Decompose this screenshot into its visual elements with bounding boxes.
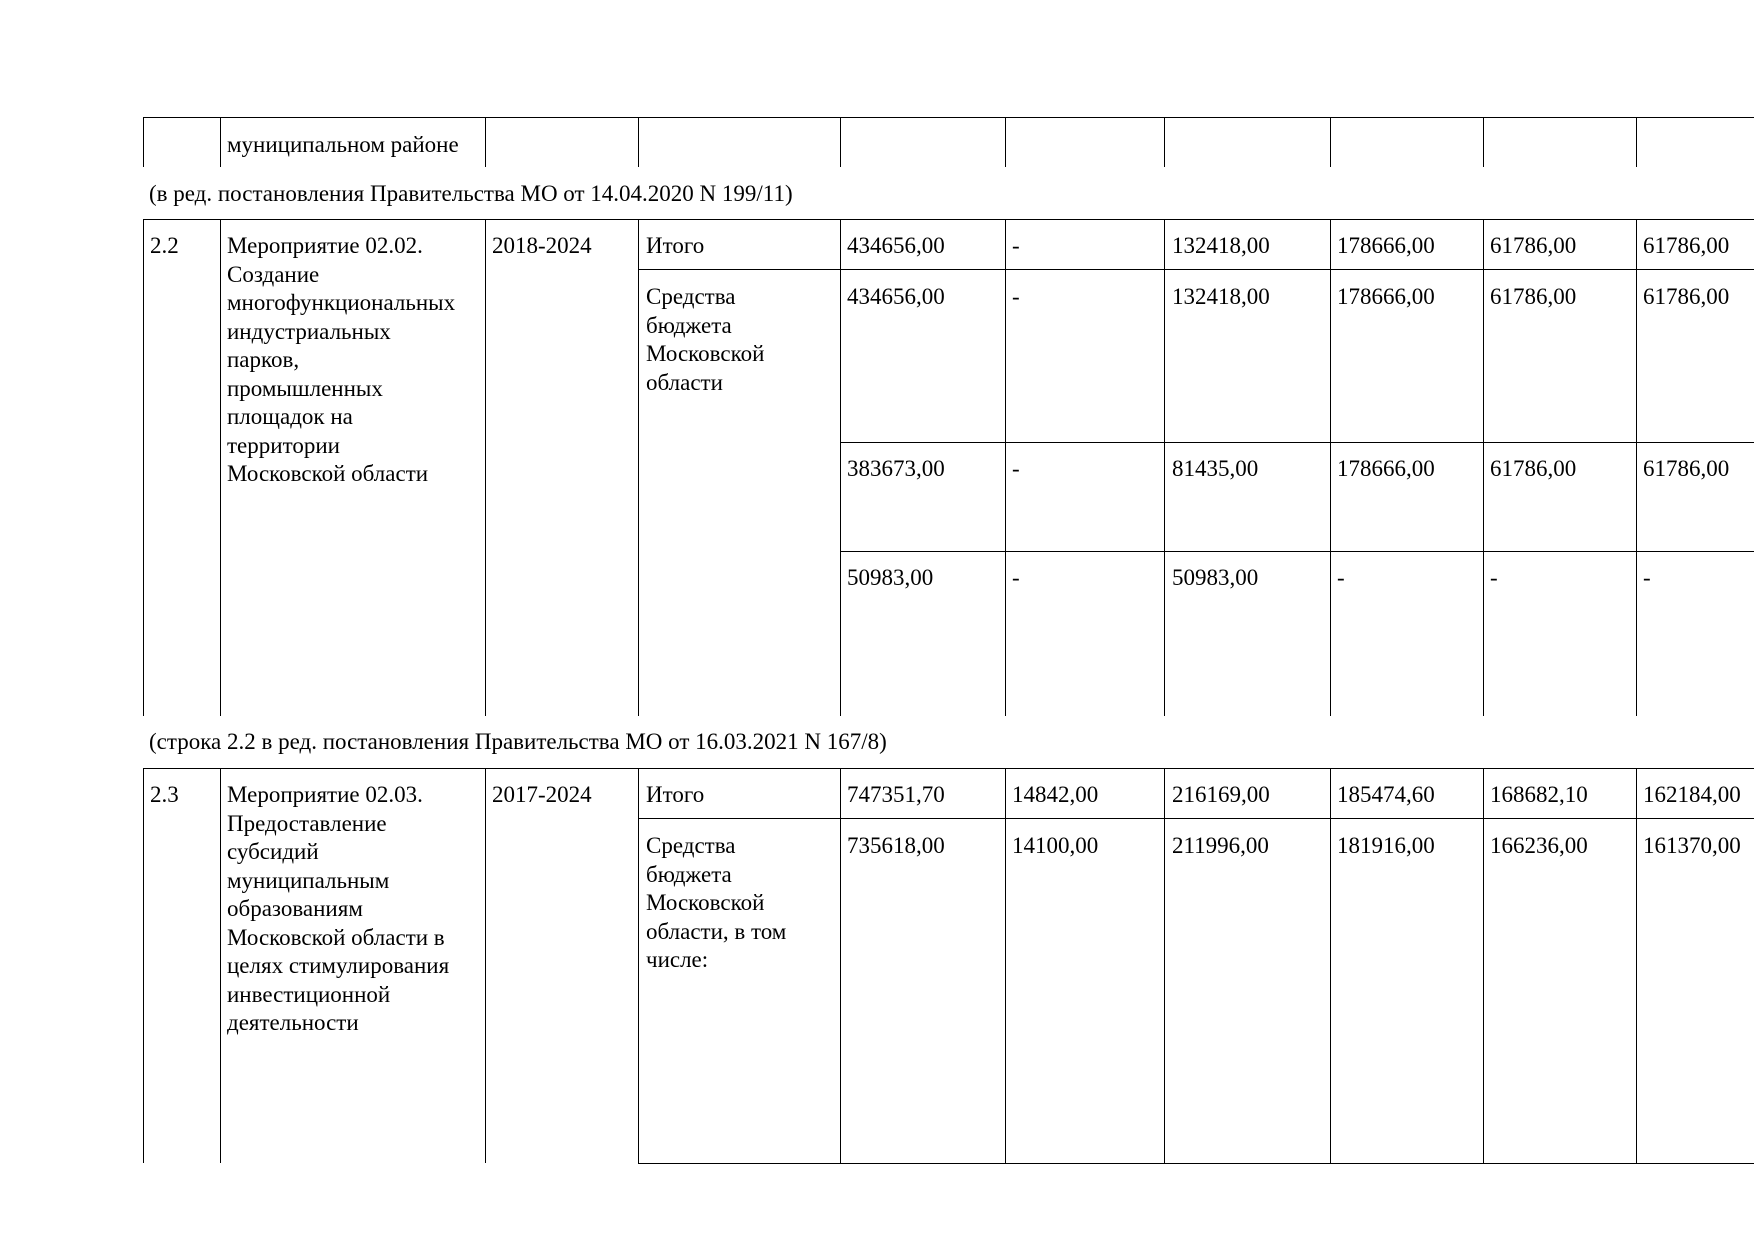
row-title-line: Московской области xyxy=(227,461,429,486)
table-border xyxy=(1005,768,1006,1163)
row-title-line: Московской области в xyxy=(227,924,445,950)
table-border xyxy=(1636,219,1637,716)
row-number: 2.3 xyxy=(150,782,179,807)
value-cell: 185474,60 xyxy=(1337,782,1435,807)
value-cell: 168682,10 xyxy=(1490,782,1588,807)
value-cell: - xyxy=(1012,233,1020,258)
table-border xyxy=(638,768,639,1163)
row-title-line: индустриальных xyxy=(227,318,391,344)
table-border xyxy=(220,117,221,167)
row-title-line: инвестиционной xyxy=(227,981,391,1007)
table-border xyxy=(143,768,144,1163)
row-title xyxy=(227,781,449,1038)
value-cell: 178666,00 xyxy=(1337,456,1435,481)
amendment-note: (в ред. постановления Правительства МО от 14.04.2020 N 199/11) xyxy=(149,181,793,206)
source-name-line: числе: xyxy=(646,947,709,972)
row-title-line: многофункциональных xyxy=(227,290,456,315)
table-border xyxy=(485,219,486,716)
source-name-line: бюджета xyxy=(646,312,732,338)
table-border xyxy=(638,219,639,716)
row-title-line: субсидий xyxy=(227,839,319,864)
value-cell: 61786,00 xyxy=(1490,456,1577,481)
table-border xyxy=(143,768,1754,769)
table-border xyxy=(840,551,1754,552)
table-border xyxy=(143,219,144,716)
table-border xyxy=(1330,219,1331,716)
value-cell: 178666,00 xyxy=(1337,233,1435,258)
table-border xyxy=(220,768,221,1163)
table-border xyxy=(840,768,841,1163)
value-cell: 14842,00 xyxy=(1012,782,1099,807)
source-name xyxy=(646,832,786,975)
value-cell: 61786,00 xyxy=(1643,284,1730,309)
table-border xyxy=(638,269,1754,270)
row-period: 2017-2024 xyxy=(492,782,592,807)
table-border xyxy=(1483,219,1484,716)
table-border xyxy=(840,219,841,716)
value-cell: 61786,00 xyxy=(1490,284,1577,309)
value-cell: 434656,00 xyxy=(847,284,945,309)
table-border xyxy=(638,117,639,167)
table-border xyxy=(1483,768,1484,1163)
value-cell: 132418,00 xyxy=(1172,284,1270,309)
row-title-line: муниципальным xyxy=(227,867,390,893)
row-title-line: Мероприятие 02.02. xyxy=(227,233,423,258)
row-title xyxy=(227,232,455,489)
row-title-line: деятельности xyxy=(227,1010,359,1035)
top-row-text: муниципальном районе xyxy=(227,132,459,157)
value-cell: - xyxy=(1643,565,1651,590)
row-title-line: территории xyxy=(227,432,340,458)
value-cell: 178666,00 xyxy=(1337,284,1435,309)
table-border xyxy=(1636,117,1637,167)
row-title-line: промышленных xyxy=(227,375,383,401)
value-cell: 132418,00 xyxy=(1172,233,1270,258)
row-title-line: целях стимулирования xyxy=(227,953,450,978)
source-name-line: области, в том xyxy=(646,918,787,944)
value-cell: 383673,00 xyxy=(847,456,945,481)
value-cell: 162184,00 xyxy=(1643,782,1741,807)
table-border xyxy=(220,219,221,716)
value-cell: - xyxy=(1012,565,1020,590)
value-cell: 61786,00 xyxy=(1643,456,1730,481)
value-cell: - xyxy=(1012,456,1020,481)
table-border xyxy=(485,117,486,167)
table-border xyxy=(1330,117,1331,167)
value-cell: 161370,00 xyxy=(1643,833,1741,858)
value-cell: 50983,00 xyxy=(1172,565,1259,590)
table-border xyxy=(638,818,1754,819)
value-cell: 61786,00 xyxy=(1643,233,1730,258)
value-cell: - xyxy=(1012,284,1020,309)
source-name xyxy=(646,283,764,397)
value-cell: 81435,00 xyxy=(1172,456,1259,481)
table-border xyxy=(840,442,1754,443)
row-title-line: Предоставление xyxy=(227,810,387,836)
source-name-line: Средства xyxy=(646,284,736,309)
value-cell: - xyxy=(1490,565,1498,590)
value-cell: 434656,00 xyxy=(847,233,945,258)
table-border xyxy=(1005,117,1006,167)
row-title-line: Мероприятие 02.03. xyxy=(227,782,423,807)
value-cell: 747351,70 xyxy=(847,782,945,807)
value-cell: - xyxy=(1337,565,1345,590)
table-border xyxy=(143,117,1754,118)
source-name-line: бюджета xyxy=(646,861,732,887)
source-name-line: Московской xyxy=(646,890,765,915)
table-border xyxy=(1330,768,1331,1163)
source-name: Итого xyxy=(646,233,705,258)
row-title-line: парков, xyxy=(227,347,300,372)
amendment-note: (строка 2.2 в ред. постановления Правительства МО от 16.03.2021 N 167/8) xyxy=(149,729,887,754)
value-cell: 14100,00 xyxy=(1012,833,1099,858)
table-border xyxy=(143,117,144,167)
table-border xyxy=(840,117,841,167)
table-border xyxy=(1005,219,1006,716)
table-border xyxy=(1483,117,1484,167)
value-cell: 166236,00 xyxy=(1490,833,1588,858)
value-cell: 181916,00 xyxy=(1337,833,1435,858)
table-border xyxy=(1164,219,1165,716)
source-name-line: области xyxy=(646,369,723,395)
source-name-line: Московской xyxy=(646,341,765,366)
table-border xyxy=(1636,768,1637,1163)
table-border xyxy=(143,219,1754,220)
row-title-line: площадок на xyxy=(227,404,353,429)
row-title-line: Создание xyxy=(227,261,320,287)
value-cell: 211996,00 xyxy=(1172,833,1269,858)
row-period: 2018-2024 xyxy=(492,233,592,258)
source-name: Итого xyxy=(646,782,705,807)
table-border xyxy=(1164,768,1165,1163)
table-border xyxy=(1164,117,1165,167)
table-border xyxy=(638,1163,1754,1164)
row-title-line: образованиям xyxy=(227,896,363,921)
source-name-line: Средства xyxy=(646,833,736,858)
value-cell: 61786,00 xyxy=(1490,233,1577,258)
value-cell: 216169,00 xyxy=(1172,782,1270,807)
value-cell: 50983,00 xyxy=(847,565,934,590)
row-number: 2.2 xyxy=(150,233,179,258)
value-cell: 735618,00 xyxy=(847,833,945,858)
table-border xyxy=(485,768,486,1163)
